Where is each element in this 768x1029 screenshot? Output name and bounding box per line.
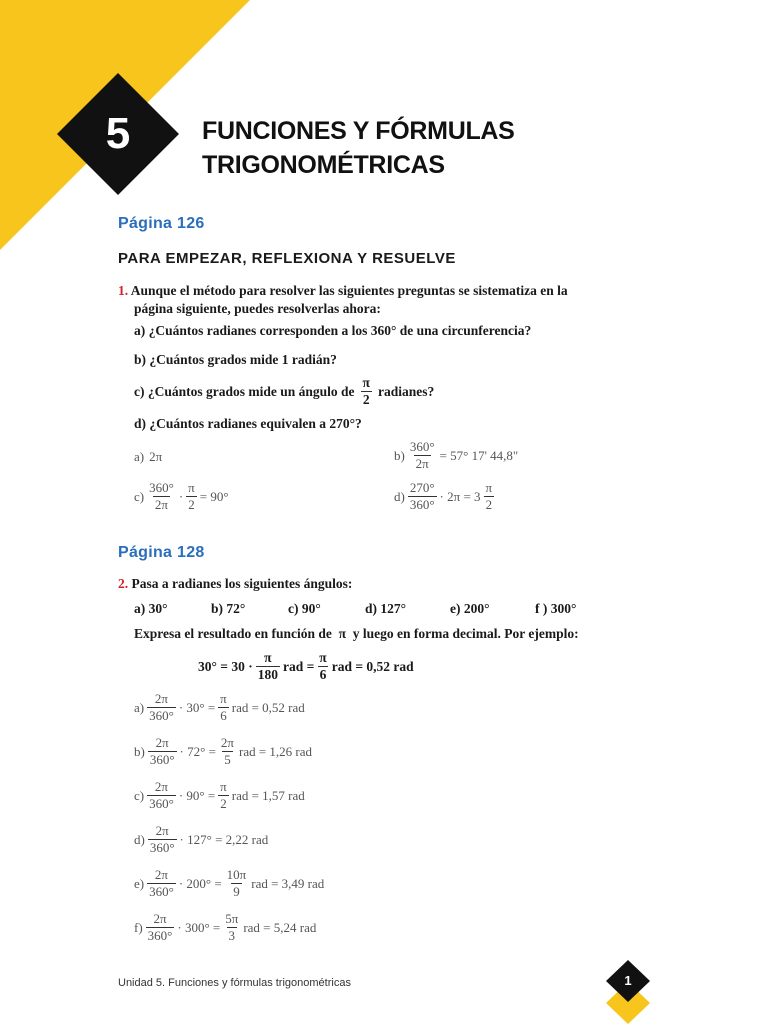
fraction-numerator: π: [220, 691, 227, 706]
answer-label: b): [394, 447, 405, 463]
fraction-numerator: 2π: [155, 823, 169, 838]
fraction-denominator: 3: [228, 928, 236, 943]
fraction-denominator: 360°: [149, 752, 175, 767]
option-a: a) 30°: [134, 601, 168, 616]
fraction-numerator: π: [362, 375, 370, 390]
fraction: [256, 651, 280, 682]
answer-1c: [134, 481, 229, 512]
option-c: c) 90°: [288, 601, 321, 616]
fraction-numerator: 2π: [220, 735, 234, 750]
answer-2f: [134, 912, 316, 943]
fraction-denominator: 6: [220, 708, 227, 723]
example-pre: 30° = 30 ·: [198, 658, 253, 674]
answer-value: = 90°: [199, 488, 229, 504]
answer-1d: [394, 481, 497, 512]
option-f: f ) 300°: [535, 601, 577, 616]
fraction: [147, 780, 176, 811]
answer-value: · 90° =: [178, 787, 216, 803]
fraction: [484, 481, 495, 512]
fraction-numerator: 2π: [154, 691, 168, 706]
answer-2b: [134, 736, 312, 767]
answer-label: a): [134, 449, 145, 464]
answer-label: f): [134, 919, 143, 935]
answer-value: · 2π = 3: [439, 488, 481, 504]
answer-label: a): [134, 699, 145, 715]
fraction: [147, 481, 176, 512]
answer-label: c): [134, 787, 145, 803]
fraction: [317, 651, 328, 682]
fraction: [408, 440, 437, 471]
question-2: [118, 575, 352, 593]
answer-result: rad = 1,26 rad: [238, 743, 313, 759]
fraction: [218, 780, 229, 811]
fraction: [361, 376, 372, 407]
answer-2e: [134, 868, 324, 899]
answer-result: rad = 0,52 rad: [231, 699, 305, 715]
question-1a: a) ¿Cuántos radianes corresponden a los 360° de una circunferencia?: [134, 323, 532, 338]
answer-2c: [134, 780, 305, 811]
fraction-numerator: 2π: [154, 867, 168, 882]
fraction-numerator: 2π: [153, 911, 167, 926]
question-text-line2: página siguiente, puedes resolverlas ahora:: [134, 301, 381, 316]
fraction-denominator: 360°: [149, 840, 175, 855]
fraction-numerator: 10π: [226, 867, 247, 882]
answer-value: · 300° =: [177, 919, 221, 935]
fraction-denominator: 2: [485, 497, 493, 512]
question-1: [118, 282, 658, 318]
answer-value: 2π: [149, 449, 163, 464]
fraction-numerator: π: [188, 480, 195, 495]
answer-label: e): [134, 875, 145, 891]
question-1c-pre: c) ¿Cuántos grados mide un ángulo de: [134, 383, 355, 399]
example-post: rad = 0,52 rad: [331, 658, 414, 674]
answer-1a: [134, 449, 162, 465]
fraction: [408, 481, 437, 512]
fraction: [146, 912, 175, 943]
fraction-numerator: 2π: [155, 735, 169, 750]
question-number: 1.: [118, 283, 129, 298]
chapter-number: 5: [105, 109, 131, 158]
answer-result: rad = 5,24 rad: [243, 919, 317, 935]
question-1b: b) ¿Cuántos grados mide 1 radián?: [134, 352, 337, 367]
fraction-denominator: 180: [257, 667, 278, 682]
fraction-denominator: 9: [233, 884, 240, 899]
fraction-numerator: 360°: [149, 480, 174, 495]
fraction-denominator: 2π: [415, 456, 429, 471]
fraction-numerator: π: [319, 650, 327, 665]
answer-value: · 72° =: [179, 743, 216, 759]
question-2-instruction: Expresa el resultado en función de π y luego en forma decimal. Por ejemplo:: [134, 626, 579, 641]
option-d: d) 127°: [365, 601, 407, 616]
question-1d: d) ¿Cuántos radianes equivalen a 270°?: [134, 416, 362, 431]
fraction: [218, 692, 229, 723]
operator: ·: [178, 488, 184, 504]
chapter-number-badge: [57, 73, 179, 195]
fraction-denominator: 360°: [147, 928, 173, 943]
fraction: [225, 868, 249, 899]
fraction-numerator: 2π: [154, 779, 168, 794]
fraction-denominator: 6: [319, 667, 327, 682]
fraction: [147, 868, 176, 899]
fraction-denominator: 360°: [409, 497, 435, 512]
example-formula: [198, 651, 414, 682]
question-1c-post: radianes?: [377, 383, 435, 399]
fraction: [219, 736, 236, 767]
answer-2a: [134, 692, 305, 723]
fraction-denominator: 2π: [154, 497, 168, 512]
fraction: [223, 912, 240, 943]
fraction-denominator: 2: [362, 392, 370, 407]
answer-result: rad = 3,49 rad: [251, 875, 325, 891]
answer-label: b): [134, 743, 145, 759]
fraction-denominator: 2: [220, 796, 227, 811]
answer-1b: [394, 440, 518, 471]
fraction-numerator: π: [220, 779, 227, 794]
fraction: [186, 481, 197, 512]
fraction-numerator: 360°: [409, 439, 435, 454]
fraction: [148, 824, 177, 855]
answer-value: · 127° = 2,22 rad: [179, 831, 269, 847]
page-label-126: Página 126: [118, 215, 205, 232]
chapter-title-line1: FUNCIONES Y FÓRMULAS: [202, 117, 515, 145]
question-text-line1: Aunque el método para resolver las siguientes preguntas se sistematiza en la: [130, 283, 568, 298]
fraction-denominator: 360°: [149, 796, 174, 811]
answer-result: rad = 1,57 rad: [231, 787, 305, 803]
fraction: [148, 736, 177, 767]
answer-2d: [134, 824, 268, 855]
answer-label: c): [134, 488, 145, 504]
question-2-options: [134, 600, 576, 618]
fraction-numerator: 5π: [225, 911, 239, 926]
fraction-denominator: 360°: [149, 708, 174, 723]
fraction-numerator: 270°: [409, 480, 435, 495]
question-1c: [134, 376, 434, 407]
fraction-denominator: 2: [188, 497, 195, 512]
chapter-title: [202, 114, 515, 182]
answer-value: = 57° 17' 44,8": [439, 447, 519, 463]
fraction: [147, 692, 176, 723]
option-b: b) 72°: [211, 601, 246, 616]
question-number: 2.: [118, 576, 129, 591]
page-number: 1: [624, 972, 632, 988]
section-heading: PARA EMPEZAR, REFLEXIONA Y RESUELVE: [118, 250, 456, 267]
answer-value: · 30° =: [178, 699, 216, 715]
answer-label: d): [394, 488, 405, 504]
example-mid: rad =: [282, 658, 315, 674]
fraction-denominator: 360°: [149, 884, 174, 899]
answer-value: · 200° =: [178, 875, 222, 891]
fraction-numerator: π: [485, 480, 493, 495]
option-e: e) 200°: [450, 601, 490, 616]
chapter-title-line2: TRIGONOMÉTRICAS: [202, 151, 445, 179]
page-number-badge: [606, 960, 650, 1024]
fraction-numerator: π: [264, 650, 272, 665]
answer-label: d): [134, 831, 145, 847]
page-label-128: Página 128: [118, 544, 205, 561]
footer-text: Unidad 5. Funciones y fórmulas trigonométricas: [118, 977, 351, 989]
question-text: Pasa a radianes los siguientes ángulos:: [131, 576, 353, 591]
fraction-denominator: 5: [224, 752, 231, 767]
